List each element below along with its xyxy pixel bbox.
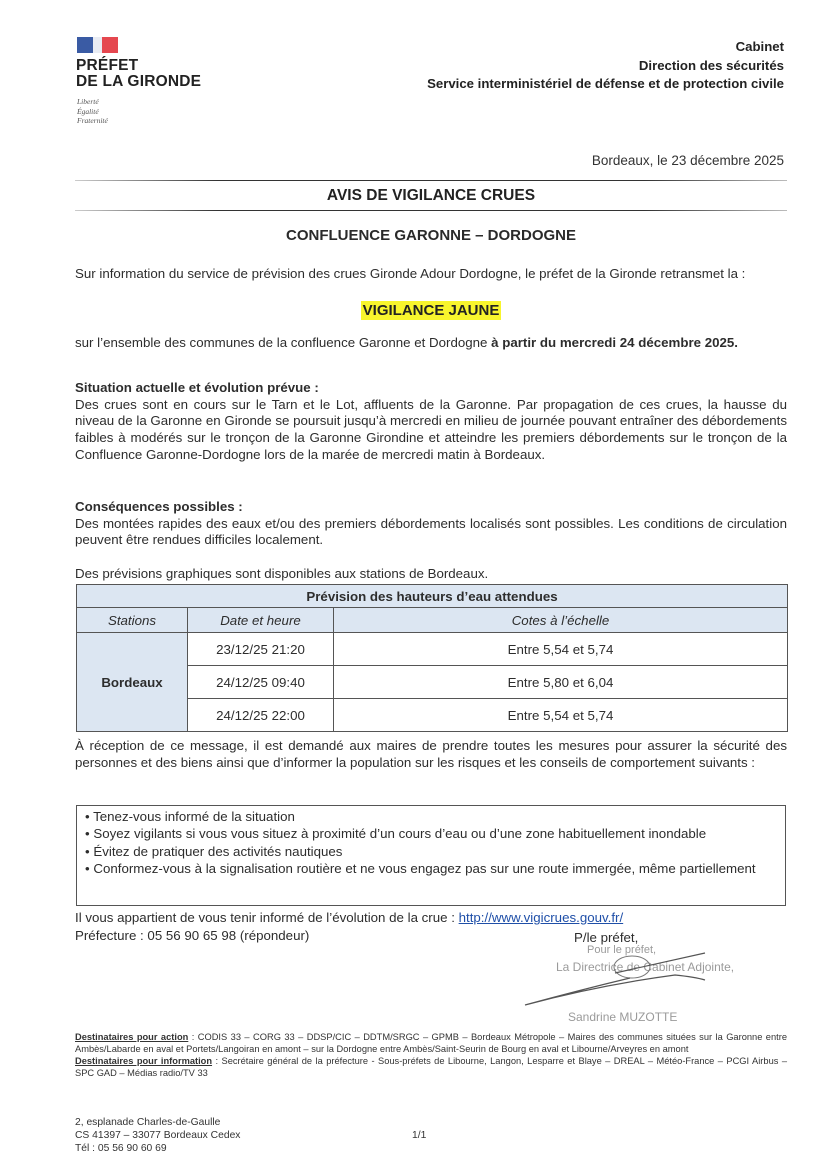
document-subtitle: CONFLUENCE GARONNE – DORDOGNE [285,227,577,244]
motto-line: Égalité [77,106,99,116]
recipients-info-list: : Secrétaire général de la préfecture - Sous-préfets de Libourne, Langon, Lesparre et Blaye – DREAL – Météo-France – PCGI Airbus – SPC GAD – Médias radio/TV 33 [75,1056,787,1078]
header-line: Service interministériel de défense et de protection civile [427,76,784,91]
scope-paragraph [75,335,787,352]
document-title: AVIS DE VIGILANCE CRUES [326,187,536,204]
scope-start-date: à partir du mercredi 24 décembre 2025. [491,335,738,350]
header-line: Direction des sécurités [638,57,784,73]
header-line: Cabinet [735,39,784,54]
recipients-block [75,1031,787,1079]
advice-item: • Évitez de pratiquer des activités nautiques [85,843,777,860]
datetime-cell: 24/12/25 09:40 [188,666,334,699]
follow-up-text: Il vous appartient de vous tenir informé de l’évolution de la crue : [75,910,459,925]
situation-heading: Situation actuelle et évolution prévue : [75,380,319,395]
vigilance-level-badge: VIGILANCE JAUNE [362,302,500,319]
column-header-stations: Stations [77,608,188,633]
column-header-datetime: Date et heure [188,608,334,633]
handwritten-signature-icon [520,945,780,1010]
issuing-service-header [427,38,784,94]
datetime-cell: 23/12/25 21:20 [188,633,334,666]
republic-motto [77,97,108,126]
footer-address [75,1116,240,1155]
logo-line: PRÉFET [76,57,139,74]
consequences-section [75,499,787,549]
station-cell: Bordeaux [77,633,188,732]
vigilance-level-wrap [75,302,787,320]
logo-line: DE LA GIRONDE [76,73,202,90]
consequences-heading: Conséquences possibles : [75,499,243,514]
forecast-table [76,584,788,732]
page-number: 1/1 [412,1130,427,1141]
address-line: Tél : 05 56 90 60 69 [75,1143,167,1154]
document-date: Bordeaux, le 23 décembre 2025 [591,153,784,168]
table-row [77,633,788,666]
title-divider-top [75,180,787,181]
recipients-info-label: Destinataires pour information [75,1056,213,1066]
level-cell: Entre 5,54 et 5,74 [334,699,788,732]
motto-line: Fraternité [77,116,108,125]
recipients-action-label: Destinataires pour action [75,1032,189,1042]
level-cell: Entre 5,54 et 5,74 [334,633,788,666]
intro-paragraph: Sur information du service de prévision des crues Gironde Adour Dordogne, le préfet de la Gironde retransmet la : [75,266,746,281]
mayors-instructions: À réception de ce message, il est demandé aux maires de prendre toutes les mesures pour assurer la sécurité des personnes et des biens ainsi que d’informer la population sur les risques et les conseils de comportement suivants : [75,738,787,770]
situation-section [75,380,787,464]
signatory-name: Sandrine MUZOTTE [568,1010,678,1024]
title-divider-bottom [75,210,787,211]
address-line: CS 41397 – 33077 Bordeaux Cedex [75,1130,241,1141]
datetime-cell: 24/12/25 22:00 [188,699,334,732]
table-caption: Prévision des hauteurs d’eau attendues [77,585,788,608]
advice-item: • Tenez-vous informé de la situation [85,808,777,825]
scope-text: sur l’ensemble des communes de la confluence Garonne et Dordogne [75,335,492,350]
follow-up-line [75,910,787,927]
recipients-action-list: : CODIS 33 – CORG 33 – DDSP/CIC – DDTM/SRGC – GPMB – Bordeaux Métropole – Maires des communes situées sur la Garonne entre Ambès/Labarde en aval et Portets/Langoiran en amont – sur la Dordogne entre Ambès/Saint-Seurin de Bourg en aval et Libourne/Arveyres en amont [75,1032,787,1054]
column-header-levels: Cotes à l’échelle [334,608,788,633]
prefecture-logo-name [76,58,201,90]
graphics-note: Des prévisions graphiques sont disponibles aux stations de Bordeaux. [75,566,489,581]
consequences-body: Des montées rapides des eaux et/ou des premiers débordements localisés sont possibles. Les conditions de circulation peuvent être rendues difficiles localement. [75,515,787,548]
motto-line: Liberté [77,97,99,106]
address-line: 2, esplanade Charles-de-Gaulle [75,1117,221,1128]
signature-for: P/le préfet, [574,930,639,945]
signature-stamp-line2: La Directrice de Cabinet Adjointe, [556,960,735,974]
vigicrues-link[interactable]: http://www.vigicrues.gouv.fr/ [458,910,624,925]
french-flag-logo-icon [77,37,118,53]
situation-body: Des crues sont en cours sur le Tarn et le Lot, affluents de la Garonne. Par propagation de ces crues, la hausse du niveau de la Garonne en Gironde se poursuit jusqu’à mercredi en milieu de journée pouvant entraîner des débordements faibles à modérés sur le tronçon de la Garonne Girondine et atteindre les premiers débordements sur le tronçon de la Confluence Garonne-Dordogne lors de la marée de mercredi matin à Bordeaux. [75,396,787,462]
level-cell: Entre 5,80 et 6,04 [334,666,788,699]
advice-item: • Conformez-vous à la signalisation routière et ne vous engagez pas sur une route immergée, même partiellement [85,860,777,877]
safety-advice-box [76,805,786,906]
signature-stamp-line1: Pour le préfet, [587,944,657,956]
recipients-info [75,1055,787,1079]
prefecture-phone: Préfecture : 05 56 90 65 98 (répondeur) [75,928,310,943]
recipients-action [75,1031,787,1055]
advice-item: • Soyez vigilants si vous vous situez à proximité d’un cours d’eau ou d’une zone habituellement inondable [85,825,777,842]
